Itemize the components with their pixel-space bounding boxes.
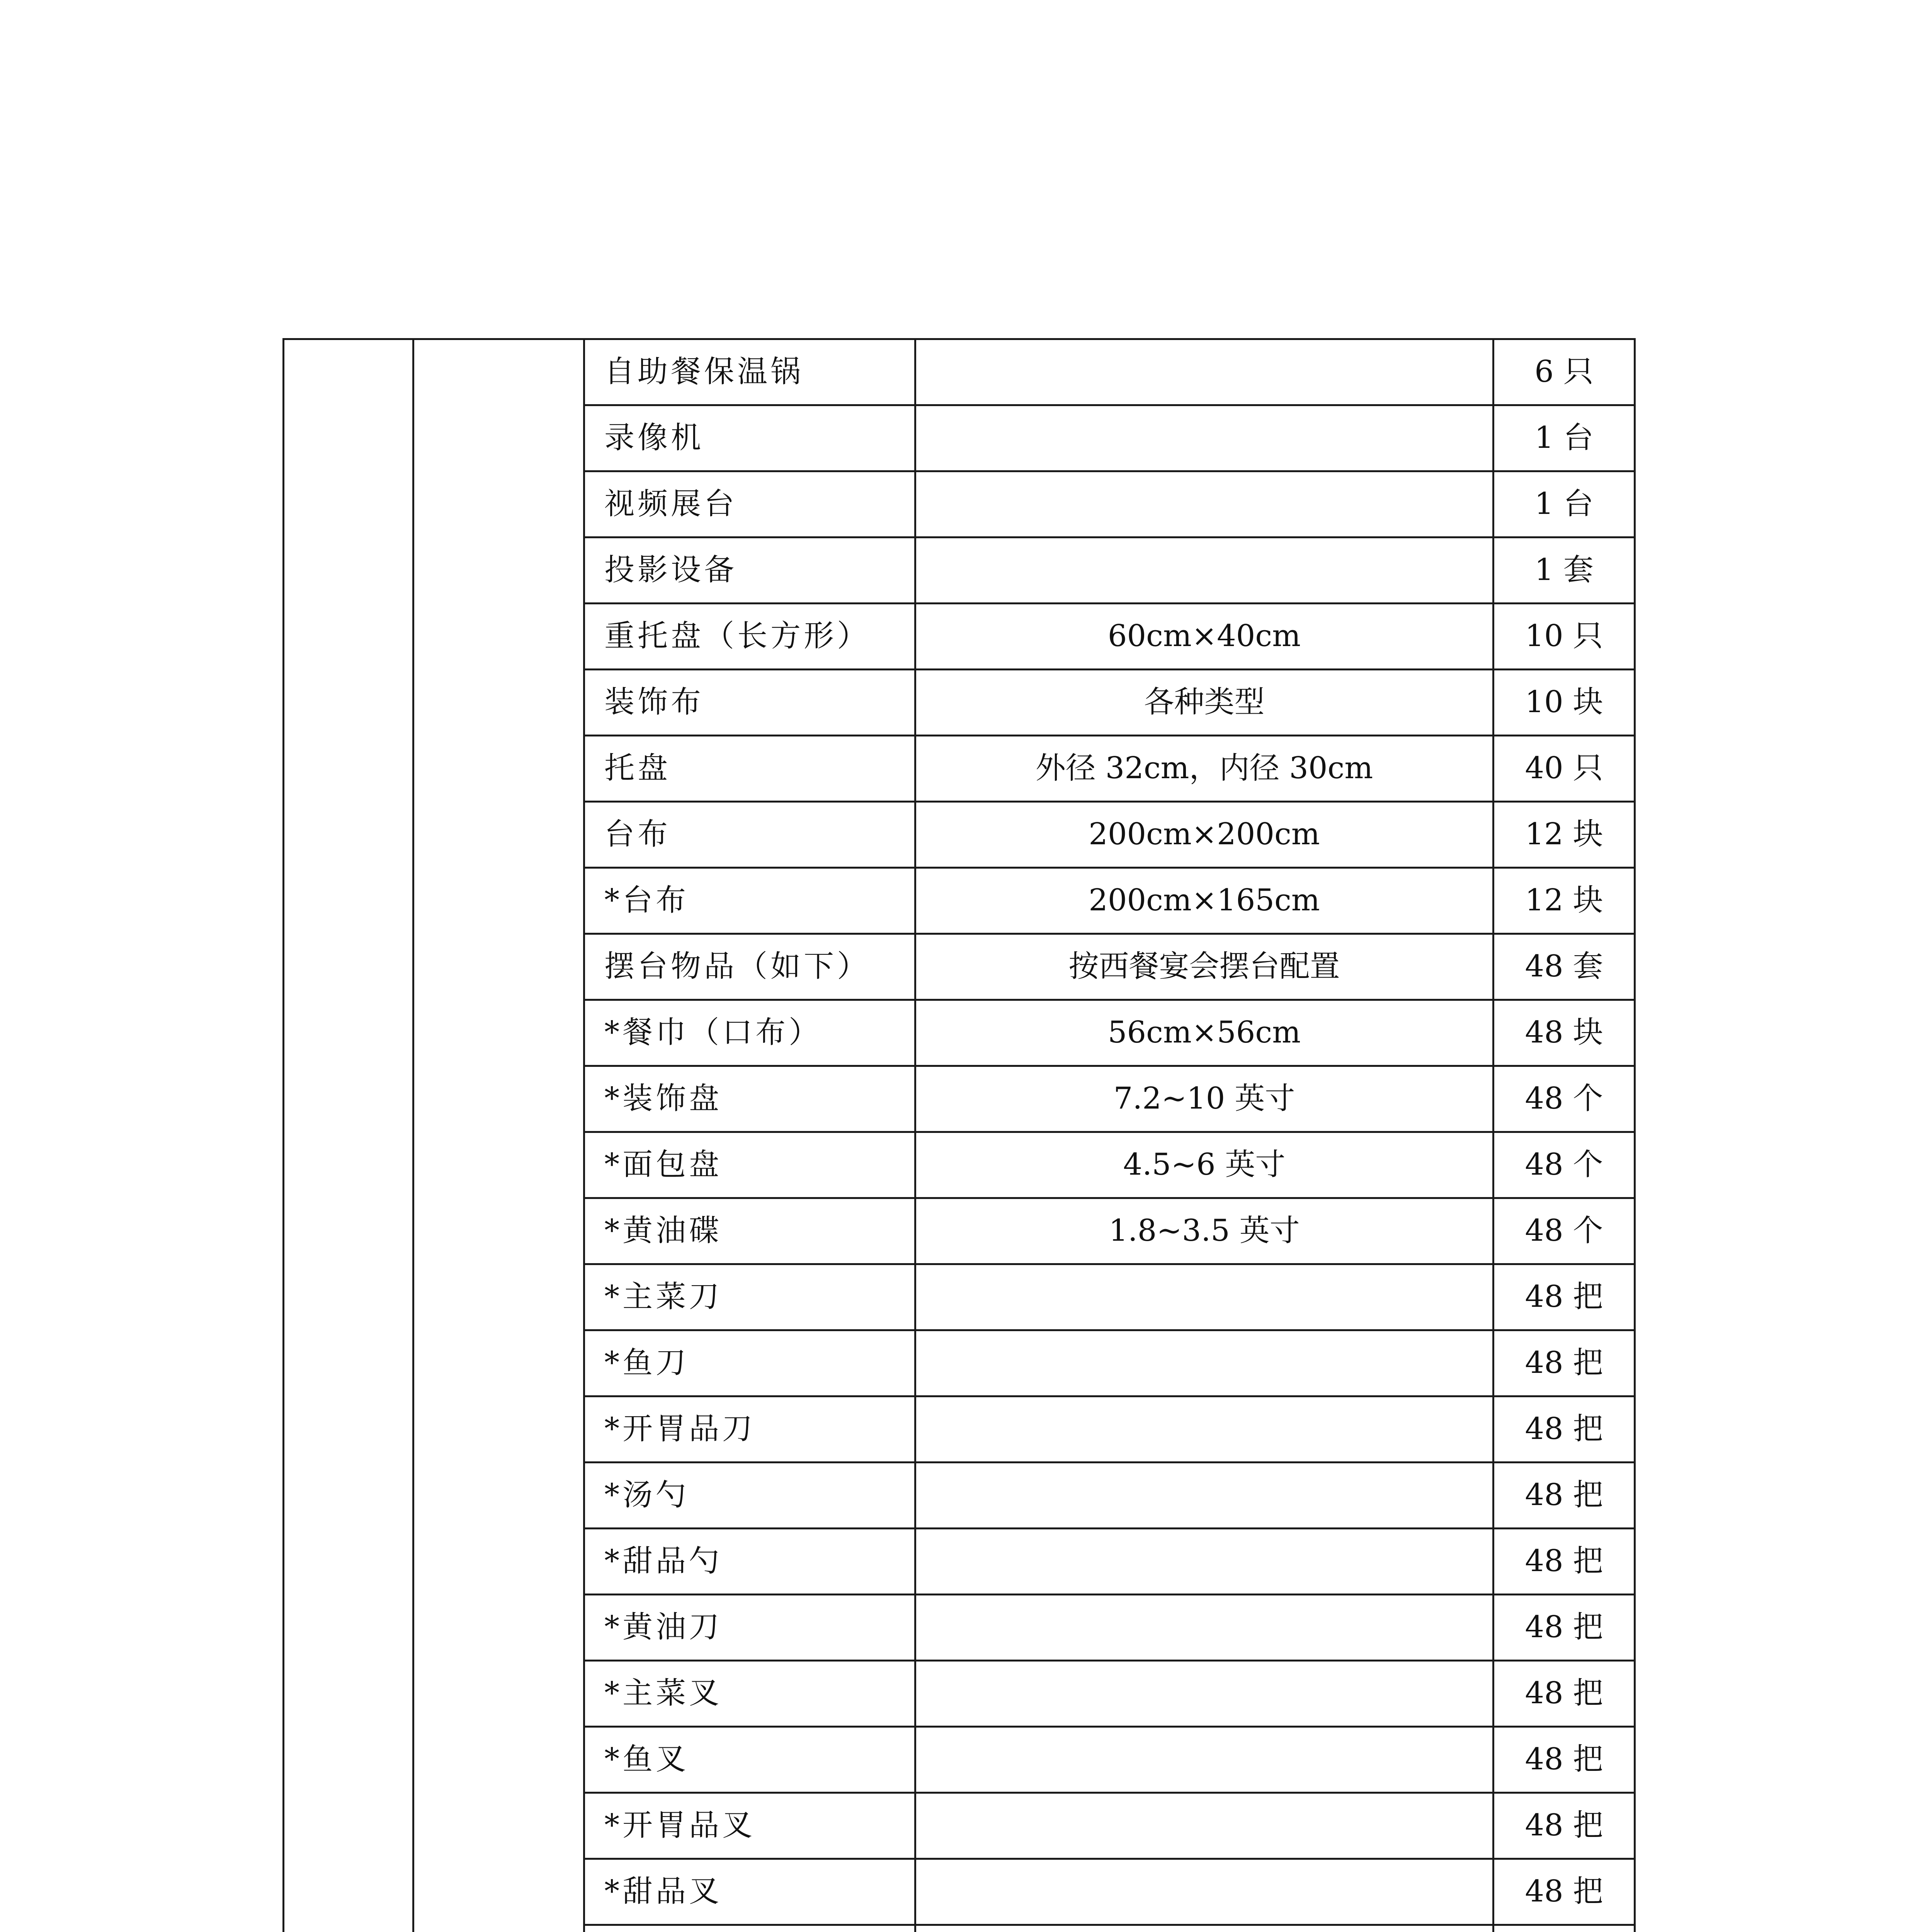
item-spec-cell: 200cm×200cm <box>915 802 1493 868</box>
item-name-cell: *开胃品刀 <box>584 1396 915 1463</box>
item-spec-cell: 按西餐宴会摆台配置 <box>915 934 1493 1000</box>
item-spec-cell: 各种类型 <box>915 670 1493 736</box>
item-spec-cell <box>915 1529 1493 1595</box>
item-name-cell: 台布 <box>584 802 915 868</box>
item-name-cell: 装饰布 <box>584 670 915 736</box>
item-spec-cell: 1.8~3.5 英寸 <box>915 1198 1493 1264</box>
item-qty-cell: 6 只 <box>1493 339 1635 405</box>
item-qty-cell: 1 台 <box>1493 405 1635 471</box>
item-name-cell: 摆台物品（如下） <box>584 934 915 1000</box>
item-qty-cell: 48 套 <box>1493 934 1635 1000</box>
item-name-cell: 自助餐保温锅 <box>584 339 915 405</box>
item-name-cell: *主菜刀 <box>584 1264 915 1330</box>
item-name-cell: *甜品勺 <box>584 1529 915 1595</box>
item-qty-cell: 48 块 <box>1493 1000 1635 1066</box>
item-spec-cell: 56cm×56cm <box>915 1000 1493 1066</box>
item-qty-cell: 48 把 <box>1493 1396 1635 1463</box>
item-qty-cell: 1 台 <box>1493 471 1635 537</box>
item-spec-cell <box>915 1595 1493 1661</box>
equipment-table <box>282 338 1636 1932</box>
item-qty-cell: 48 个 <box>1493 1132 1635 1198</box>
item-spec-cell <box>915 339 1493 405</box>
item-name-cell: *餐巾（口布） <box>584 1000 915 1066</box>
item-spec-cell <box>915 1463 1493 1529</box>
item-qty-cell: 40 只 <box>1493 736 1635 802</box>
item-qty-cell: 48 把 <box>1493 1793 1635 1859</box>
item-spec-cell <box>915 537 1493 604</box>
item-spec-cell <box>915 1793 1493 1859</box>
item-name-cell: *甜品叉 <box>584 1859 915 1925</box>
item-qty-cell: 48 把 <box>1493 1859 1635 1925</box>
item-name-cell: *黄油刀 <box>584 1595 915 1661</box>
item-qty-cell: 48 把 <box>1493 1661 1635 1727</box>
item-spec-cell: 60cm×40cm <box>915 604 1493 670</box>
item-name-cell: *汤勺 <box>584 1463 915 1529</box>
item-spec-cell: 外径 32cm，内径 30cm <box>915 736 1493 802</box>
item-qty-cell: 48 把 <box>1493 1727 1635 1793</box>
item-spec-cell <box>915 471 1493 537</box>
item-spec-cell <box>915 1264 1493 1330</box>
item-name-cell: *鱼刀 <box>584 1330 915 1396</box>
item-spec-cell <box>915 1396 1493 1463</box>
item-qty-cell <box>1493 1925 1635 1932</box>
table-row <box>284 339 1635 405</box>
item-name-cell: 视频展台 <box>584 471 915 537</box>
item-qty-cell: 48 把 <box>1493 1463 1635 1529</box>
item-qty-cell: 48 个 <box>1493 1198 1635 1264</box>
item-qty-cell: 48 把 <box>1493 1595 1635 1661</box>
item-name-cell: 托盘 <box>584 736 915 802</box>
item-qty-cell: 48 把 <box>1493 1264 1635 1330</box>
item-name-cell: 重托盘（长方形） <box>584 604 915 670</box>
item-qty-cell: 48 把 <box>1493 1529 1635 1595</box>
item-qty-cell: 12 块 <box>1493 802 1635 868</box>
item-spec-cell: 200cm×165cm <box>915 868 1493 934</box>
merged-category-cell <box>284 339 413 1932</box>
item-qty-cell: 48 把 <box>1493 1330 1635 1396</box>
item-spec-cell: 7.2~10 英寸 <box>915 1066 1493 1132</box>
item-name-cell: *黄油碟 <box>584 1198 915 1264</box>
item-spec-cell <box>915 405 1493 471</box>
item-name-cell: 投影设备 <box>584 537 915 604</box>
item-qty-cell: 1 套 <box>1493 537 1635 604</box>
item-qty-cell: 10 只 <box>1493 604 1635 670</box>
item-name-cell: *装饰盘 <box>584 1066 915 1132</box>
item-name-cell: *开胃品叉 <box>584 1793 915 1859</box>
item-spec-cell: 4.5~6 英寸 <box>915 1132 1493 1198</box>
item-spec-cell <box>915 1727 1493 1793</box>
item-spec-cell <box>915 1925 1493 1932</box>
item-qty-cell: 10 块 <box>1493 670 1635 736</box>
item-name-cell: *主菜叉 <box>584 1661 915 1727</box>
item-qty-cell: 48 个 <box>1493 1066 1635 1132</box>
item-name-cell: 录像机 <box>584 405 915 471</box>
item-name-cell: *鱼叉 <box>584 1727 915 1793</box>
item-spec-cell <box>915 1859 1493 1925</box>
item-qty-cell: 12 块 <box>1493 868 1635 934</box>
item-spec-cell <box>915 1661 1493 1727</box>
item-name-cell: *面包盘 <box>584 1132 915 1198</box>
item-name-cell: *台布 <box>584 868 915 934</box>
item-name-cell <box>584 1925 915 1932</box>
item-spec-cell <box>915 1330 1493 1396</box>
merged-subcategory-cell <box>413 339 584 1932</box>
